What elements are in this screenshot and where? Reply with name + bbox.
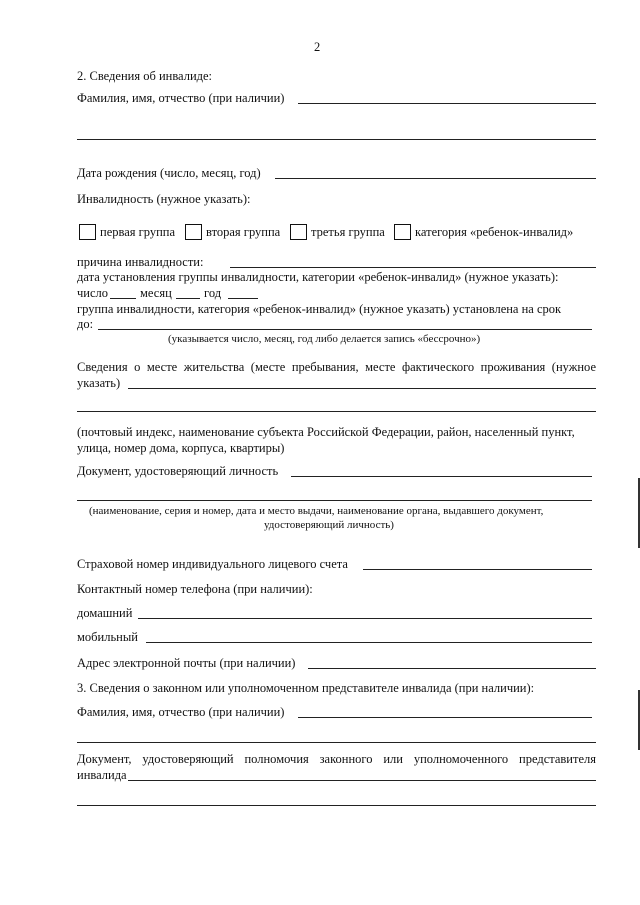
fio-field-continuation[interactable] [77,139,596,140]
residence-label-line2: указать) [77,376,121,390]
until-label: до: [77,317,94,331]
residence-field-continuation[interactable] [77,411,596,412]
cause-label: причина инвалидности: [77,255,204,269]
mobile-phone-label: мобильный [77,630,138,644]
option-child-disabled-label: категория «ребенок-инвалид» [415,225,574,239]
checkbox-third-group[interactable] [290,224,307,240]
phone-label: Контактный номер телефона (при наличии): [77,582,313,596]
snils-label: Страховой номер индивидуального лицевого счета [77,557,348,571]
date-established-label: дата установления группы инвалидности, категории «ребенок-инвалид» (нужное указать): [77,270,559,284]
group-term-label: группа инвалидности, категория «ребенок-инвалид» (нужное указать) установлена на срок [77,302,562,316]
option-second-group-label: вторая группа [206,225,281,239]
month-label: месяц [140,286,172,300]
home-phone-field[interactable] [138,618,592,619]
id-document-field-continuation[interactable] [77,500,592,501]
checkbox-second-group[interactable] [185,224,202,240]
mobile-phone-field[interactable] [146,642,592,643]
email-label: Адрес электронной почты (при наличии) [77,656,296,670]
birth-date-label: Дата рождения (число, месяц, год) [77,166,261,180]
home-phone-label: домашний [77,606,133,620]
address-hint-line1: (почтовый индекс, наименование субъекта Российской Федерации, район, населенный пункт, [77,425,575,439]
residence-label-line1: Сведения о месте жительства (месте пребывания, месте фактического проживания (нужное [77,360,596,374]
checkbox-child-disabled[interactable] [394,224,411,240]
section-2-heading: 2. Сведения об инвалиде: [77,69,213,83]
address-hint-line2: улица, номер дома, корпуса, квартиры) [77,441,285,455]
year-label: год [204,286,222,300]
snils-field[interactable] [363,569,592,570]
id-document-hint-line2: удостоверяющий личность) [264,519,394,531]
option-first-group-label: первая группа [100,225,176,239]
birth-date-field[interactable] [275,178,596,179]
representative-fio-field[interactable] [298,717,592,718]
representative-fio-label: Фамилия, имя, отчество (при наличии) [77,705,285,719]
representative-fio-field-continuation[interactable] [77,742,596,743]
year-field[interactable] [228,298,258,299]
fio-field[interactable] [298,103,596,104]
cause-field[interactable] [230,267,596,268]
page-number: 2 [314,40,321,54]
checkbox-first-group[interactable] [79,224,96,240]
section-3-heading: 3. Сведения о законном или уполномоченном представителе инвалида (при наличии): [77,681,535,695]
authority-document-label-line2: инвалида [77,768,127,782]
authority-document-field-continuation[interactable] [77,805,596,806]
id-document-hint-line1: (наименование, серия и номер, дата и место выдачи, наименование органа, выдавшего документ, [89,505,544,517]
until-field[interactable] [98,329,592,330]
month-field[interactable] [176,298,200,299]
email-field[interactable] [308,668,596,669]
authority-document-label-line1: Документ, удостоверяющий полномочия законного или уполномоченного представителя [77,752,596,766]
id-document-label: Документ, удостоверяющий личность [77,464,279,478]
until-hint: (указывается число, месяц, год либо делается запись «бессрочно») [168,333,481,345]
option-third-group-label: третья группа [311,225,385,239]
fio-label: Фамилия, имя, отчество (при наличии) [77,91,285,105]
residence-field[interactable] [128,388,596,389]
disability-label: Инвалидность (нужное указать): [77,192,251,206]
authority-document-field[interactable] [128,780,596,781]
day-field[interactable] [110,298,136,299]
day-label: число [77,286,109,300]
id-document-field[interactable] [291,476,592,477]
